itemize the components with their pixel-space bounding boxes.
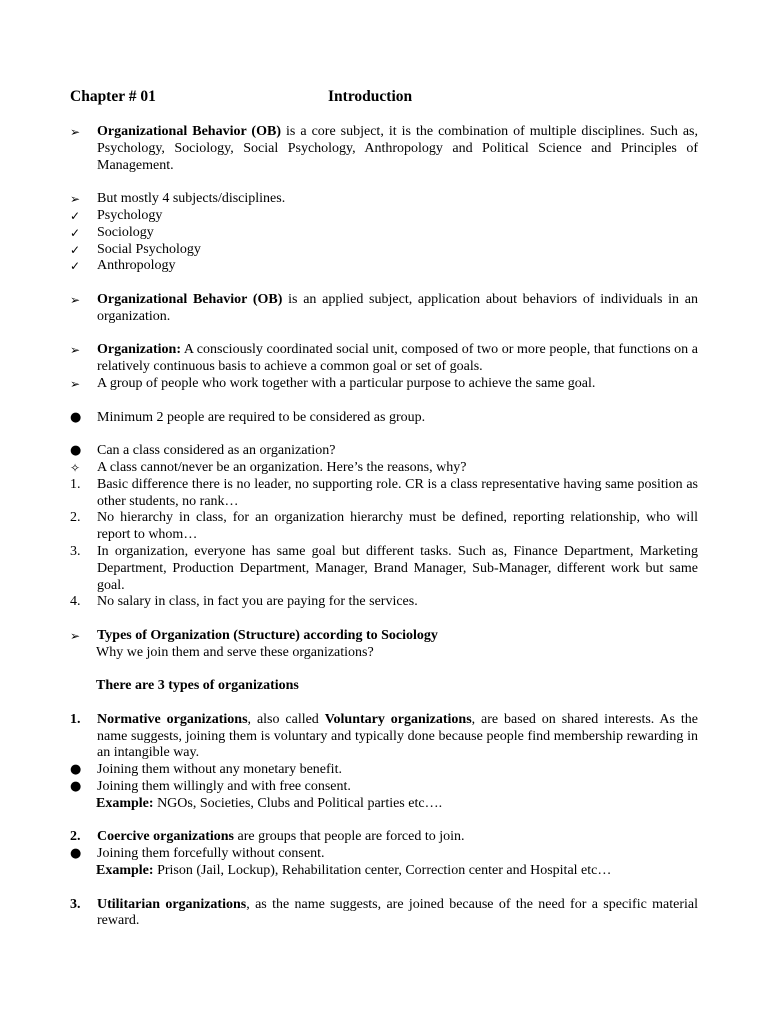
- normative-bullet: [70, 779, 698, 796]
- normative-term: Normative organizations: [97, 711, 248, 727]
- types-heading-item: [70, 628, 698, 645]
- type-number: 2.: [70, 829, 81, 845]
- chapter-heading: [70, 88, 698, 106]
- check-icon: ✓: [70, 259, 81, 274]
- three-types-text: There are 3 types of organizations: [96, 678, 299, 694]
- discipline-item: [70, 242, 698, 259]
- normative-example: [70, 796, 698, 813]
- ob-term: Organizational Behavior (OB): [97, 291, 283, 307]
- organization-definition-item: [70, 342, 698, 376]
- discipline-text: Anthropology: [97, 258, 176, 274]
- ob-definition-text: is a core subject, it is the combination of multiple disciplines. Such as, Psychology, Sociology, Social Psychology, Anthropology and Political Science and Principles of Management.: [97, 124, 698, 173]
- mostly-disciplines-item: [70, 191, 698, 208]
- reason-number: 1.: [70, 476, 81, 492]
- voluntary-term: Voluntary organizations: [324, 711, 472, 727]
- ob-definition-item: [70, 124, 698, 174]
- discipline-item: [70, 225, 698, 242]
- ob-term: Organizational Behavior (OB): [97, 124, 281, 139]
- reason-item: [70, 594, 698, 611]
- example-label: Example:: [96, 863, 154, 879]
- arrow-bullet-icon: ➢: [70, 192, 81, 207]
- group-definition-text: A group of people who work together with a particular purpose to achieve the same goal.: [97, 375, 596, 391]
- reason-item: [70, 477, 698, 511]
- normative-bullet-text: Joining them willingly and with free consent.: [97, 779, 351, 795]
- coercive-term: Coercive organizations: [97, 829, 234, 845]
- reason-item: [70, 510, 698, 544]
- discipline-item: [70, 258, 698, 275]
- coercive-bullet-text: Joining them forcefully without consent.: [97, 846, 325, 862]
- utilitarian-description: , as the name suggests, are joined because of the need for a specific material reward.: [97, 896, 699, 929]
- why-join-text: Why we join them and serve these organizations?: [96, 644, 374, 660]
- minimum-people-text: Minimum 2 people are required to be considered as group.: [97, 409, 426, 425]
- class-answer-item: [70, 460, 698, 477]
- arrow-bullet-icon: ➢: [70, 343, 81, 358]
- normative-text: , also called: [247, 711, 325, 727]
- type-number: 3.: [70, 896, 81, 912]
- group-definition-item: [70, 376, 698, 393]
- organization-term: Organization:: [97, 342, 181, 358]
- normative-item: [70, 712, 698, 762]
- star-bullet-icon: ✧: [70, 460, 81, 475]
- mostly-disciplines-text: But mostly 4 subjects/disciplines.: [97, 191, 286, 207]
- class-question-text: Can a class considered as an organization?: [97, 443, 336, 459]
- discipline-text: Psychology: [97, 207, 163, 223]
- dot-bullet-icon: ●: [70, 846, 82, 862]
- three-types-heading: [70, 678, 698, 695]
- types-heading-text: Types of Organization (Structure) according to Sociology: [97, 627, 438, 643]
- utilitarian-item: [70, 897, 698, 931]
- example-label: Example:: [96, 795, 154, 811]
- coercive-bullet: [70, 846, 698, 863]
- reason-text: No hierarchy in class, for an organization hierarchy must be defined, reporting relationship, who will report to whom…: [97, 510, 698, 543]
- reason-number: 4.: [70, 594, 81, 610]
- reason-number: 3.: [70, 543, 81, 559]
- reason-number: 2.: [70, 510, 81, 526]
- class-question-item: [70, 443, 698, 460]
- arrow-bullet-icon: ➢: [70, 628, 81, 643]
- normative-description: , are based on shared interests. As the name suggests, joining them is voluntary and typically done because people find membership rewarding in an intangible way.: [97, 711, 698, 761]
- reason-text: No salary in class, in fact you are paying for the services.: [97, 594, 418, 610]
- example-text: Prison (Jail, Lockup), Rehabilitation center, Correction center and Hospital etc…: [153, 863, 612, 879]
- chapter-title: Introduction: [328, 88, 413, 105]
- dot-bullet-icon: ●: [70, 779, 82, 795]
- coercive-example: [70, 863, 698, 880]
- discipline-text: Sociology: [97, 224, 154, 240]
- arrow-bullet-icon: ➢: [70, 292, 81, 307]
- normative-bullet: [70, 762, 698, 779]
- ob-applied-text: is an applied subject, application about behaviors of individuals in an organization.: [97, 291, 698, 324]
- utilitarian-term: Utilitarian organizations: [97, 896, 247, 912]
- type-number: 1.: [70, 711, 81, 727]
- class-answer-text: A class cannot/never be an organization. Here’s the reasons, why?: [97, 459, 467, 475]
- chapter-number: Chapter # 01: [70, 88, 156, 105]
- check-icon: ✓: [70, 242, 81, 257]
- arrow-bullet-icon: ➢: [70, 125, 81, 139]
- discipline-item: [70, 208, 698, 225]
- coercive-description: are groups that people are forced to join.: [234, 829, 465, 845]
- reason-text: In organization, everyone has same goal but different tasks. Such as, Finance Department, Marketing Department, Production Department, Manager, Brand Manager, Sub-Manager, different work but same goal.: [97, 543, 698, 593]
- dot-bullet-icon: ●: [70, 762, 82, 778]
- discipline-text: Social Psychology: [97, 241, 201, 257]
- check-icon: ✓: [70, 225, 81, 240]
- ob-applied-item: [70, 292, 698, 326]
- dot-bullet-icon: ●: [70, 409, 82, 425]
- organization-definition-text: A consciously coordinated social unit, composed of two or more people, that functions on a relatively continuous basis to achieve a common goal or set of goals.: [97, 342, 698, 375]
- example-text: NGOs, Societies, Clubs and Political parties etc….: [153, 795, 443, 811]
- dot-bullet-icon: ●: [70, 443, 82, 459]
- check-icon: ✓: [70, 208, 81, 223]
- document-body: [70, 124, 698, 930]
- reason-item: [70, 544, 698, 594]
- coercive-item: [70, 829, 698, 846]
- reason-text: Basic difference there is no leader, no supporting role. CR is a class representative having same position as other students, no rank…: [97, 476, 698, 509]
- minimum-people-item: [70, 410, 698, 427]
- arrow-bullet-icon: ➢: [70, 376, 81, 391]
- normative-bullet-text: Joining them without any monetary benefit.: [97, 762, 342, 778]
